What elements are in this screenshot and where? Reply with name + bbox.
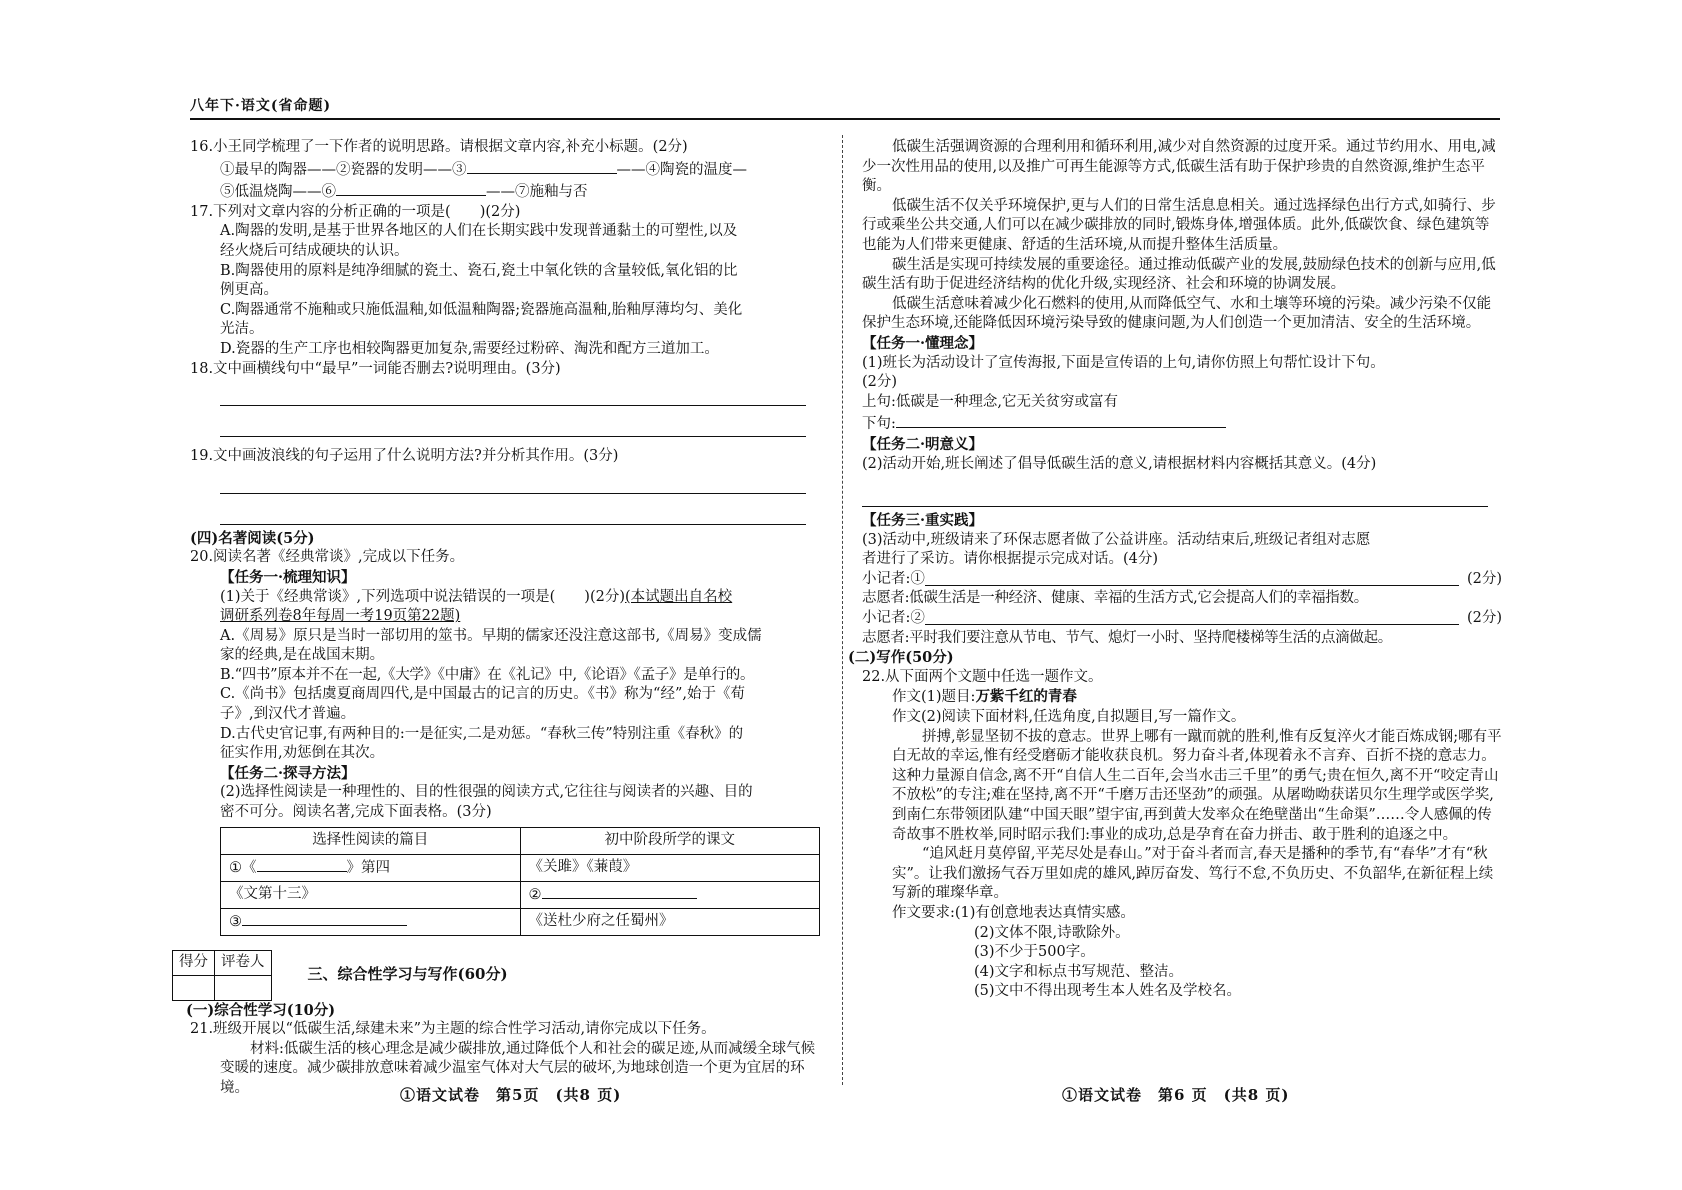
q16-blank-3[interactable]	[467, 158, 617, 174]
header-rule	[190, 118, 1500, 120]
q21-task3-title: 【任务三·重实践】	[862, 512, 984, 530]
q21-task1-title: 【任务一·懂理念】	[862, 334, 984, 352]
q20-option-c1: C.《尚书》包括虞夏商周四代,是中国最古的记言的历史。《书》称为“经”,始于《荀	[220, 686, 745, 703]
score-row	[172, 950, 820, 1001]
right-column	[848, 138, 1502, 1002]
q20-task1-stem	[190, 588, 820, 608]
reporter2-points: (2分)	[1466, 610, 1502, 627]
grader-label: 评卷人	[215, 950, 272, 975]
q20-option-d1: D.古代史官记事,有两种目的:一是征实,二是劝惩。“春秋三传”特别注重《春秋》的	[220, 725, 744, 742]
q20-task1-stem-text: (1)关于《经典常谈》,下列选项中说法错误的一项是( )(2分)	[220, 588, 625, 605]
q20-task2-text-a: (2)选择性阅读是一种理性的、目的性很强的阅读方式,它往往与阅读者的兴趣、目的	[220, 784, 753, 801]
q16-line2-b: ——⑦施釉与否	[486, 184, 588, 201]
q17-option-c1: C.陶器通常不施釉或只施低温釉,如低温釉陶器;瓷器施高温釉,胎釉厚薄均匀、美化	[220, 301, 743, 318]
reading-table	[220, 827, 820, 936]
q17-option-a2: 经火烧后可结成硬块的认识。	[220, 242, 409, 259]
q17-option-b1: B.陶器使用的原料是纯净细腻的瓷土、瓷石,瓷土中氧化铁的含量较低,氧化铝的比	[220, 262, 738, 279]
score-cell[interactable]	[173, 975, 215, 1000]
reporter1-blank[interactable]	[925, 570, 1459, 586]
q20-option-a1: A.《周易》原只是当时一部切用的筮书。早期的儒家还没注意这部书,《周易》变成儒	[220, 627, 762, 644]
q21-task1-text-b: (2分)	[862, 374, 898, 391]
left-column	[179, 138, 820, 1099]
section4-title: (四)名著阅读(5分)	[190, 529, 315, 547]
q16-line1-a: ①最早的陶器——②瓷器的发明——③	[220, 161, 467, 178]
q20-option-c2: 子》,到汉代才普遍。	[220, 706, 356, 723]
q21-task3-text-b: 者进行了采访。请你根据提示完成对话。(4分)	[862, 551, 1159, 568]
down-label: 下句:	[862, 416, 896, 433]
q18-answer-line-1[interactable]	[220, 385, 806, 406]
table-cell-r2c2	[520, 881, 820, 908]
r3c1-prefix: ③	[229, 914, 242, 931]
q17-option-c2: 光洁。	[220, 321, 264, 338]
essay2-material-p2: “追风赶月莫停留,平芜尽处是春山。”对于奋斗者而言,春天是播种的季节,有“春华”才有“秋实”。让我们激扬气吞万里如虎的雄风,踔厉奋发、笃行不怠,不负历史、不负韶华,在新征程上续写新的璀璨华章。	[892, 846, 1494, 902]
dialogue-reporter-2	[862, 609, 1502, 629]
reporter1-label: 小记者:①	[862, 570, 925, 587]
q16-line1-b: ——④陶瓷的温度—	[616, 161, 747, 178]
table-row	[221, 854, 820, 881]
reporter2-label: 小记者:②	[862, 610, 925, 627]
sub1-title: (一)综合性学习(10分)	[186, 1001, 336, 1019]
q18-stem: 18.文中画横线句中“最早”一词能否删去?说明理由。(3分)	[190, 360, 561, 377]
req-4: (4)文字和标点书写规范、整洁。	[974, 963, 1184, 980]
dialogue-volunteer-1: 志愿者:低碳生活是一种经济、健康、幸福的生活方式,它会提高人们的幸福指数。	[862, 590, 1368, 607]
q20-task1-title: 【任务一·梳理知识】	[220, 568, 356, 586]
q21-stem: 21.班级开展以“低碳生活,绿建未来”为主题的综合性学习活动,请你完成以下任务。	[190, 1021, 716, 1038]
dialogue-volunteer-2: 志愿者:平时我们要注意从节电、节气、熄灯一小时、坚持爬楼梯等生活的点滴做起。	[862, 629, 1392, 646]
section3-title: 三、综合性学习与写作(60分)	[307, 965, 508, 984]
table-blank-2[interactable]	[542, 883, 697, 899]
essay2-material-p1: 拼搏,彰显坚韧不拔的意志。世界上哪有一蹴而就的胜利,惟有反复淬火才能百炼成钢;哪有平白无故的幸运,惟有经受磨砺才能收获良机。努力奋斗者,体现着永不言弃、百折不挠的意志力。这种力量源自信念,离不开“自信人生二百年,会当水击三千里”的勇气;贵在恒久,离不开“咬定青山不放松”的专注;难在坚持,离不开“千磨万击还坚劲”的顽强。从屠呦呦获诺贝尔生理学或医学奖,到南仁东带领团队建“中国天眼”望宇宙,再到黄大发率众在绝壁凿出“生命渠”……令人感佩的传奇故事不胜枚举,同时昭示我们:事业的成功,总是孕育在奋力拼击、敢于胜利的追逐之中。	[892, 728, 1502, 843]
table-header-1: 选择性阅读的篇目	[221, 827, 521, 854]
q19-stem: 19.文中画波浪线的句子运用了什么说明方法?并分析其作用。(3分)	[190, 448, 619, 465]
q16-line1	[190, 158, 820, 181]
page-header: 八年下·语文(省命题)	[190, 98, 332, 114]
q20-source-note-a: (本试题出自名校	[625, 588, 733, 605]
reporter2-blank[interactable]	[925, 609, 1459, 625]
req-5: (5)文中不得出现考生本人姓名及学校名。	[974, 983, 1242, 1000]
req-label: 作文要求:	[892, 904, 955, 921]
q21-task1-down	[862, 412, 1502, 435]
essay-requirements-label	[862, 904, 1502, 924]
q22-stem: 22.从下面两个文题中任选一题作文。	[862, 668, 1103, 685]
material-p1: 低碳生活强调资源的合理利用和循环利用,减少对自然资源的过度开采。通过节约用水、用电,减少一次性用品的使用,以及推广可再生能源等方式,低碳生活有助于保护珍贵的自然资源,维护生态平衡。	[862, 139, 1496, 195]
table-blank-1[interactable]	[257, 856, 347, 872]
r1c1-prefix: ①《	[229, 860, 257, 877]
q20-source-note-b: 调研系列卷8年每周一考19页第22题)	[220, 608, 461, 625]
q20-option-d2: 征实作用,劝惩倒在其次。	[220, 745, 385, 762]
down-answer-blank[interactable]	[896, 412, 1226, 428]
q21-task1-up: 上句:低碳是一种理念,它无关贫穷或富有	[862, 393, 1118, 410]
table-row	[221, 908, 820, 935]
material-p4: 低碳生活意味着减少化石燃料的使用,从而降低空气、水和土壤等环境的污染。减少污染不仅能保护生态环境,还能降低因环境污染导致的健康问题,为人们创造一个更加清洁、安全的生活环境。	[862, 295, 1492, 332]
q18-answer-line-2[interactable]	[220, 416, 806, 437]
q21-task2-title: 【任务二·明意义】	[862, 435, 984, 453]
q17-stem: 17.下列对文章内容的分析正确的一项是( )(2分)	[190, 203, 521, 220]
q16-stem: 16.小王同学梳理了一下作者的说明思路。请根据文章内容,补充小标题。(2分)	[190, 139, 688, 155]
q17-option-d1: D.瓷器的生产工序也相较陶器更加复杂,需要经过粉碎、淘洗和配方三道加工。	[220, 340, 719, 357]
req-1: (1)有创意地表达真情实感。	[954, 904, 1135, 921]
q19-answer-line-2[interactable]	[220, 504, 806, 525]
essay1-line	[862, 687, 1502, 708]
r1c1-suffix: 》第四	[346, 860, 390, 877]
q19-answer-line-1[interactable]	[220, 473, 806, 494]
q20-option-b1: B.“四书”原本并不在一起,《大学》《中庸》在《礼记》中,《论语》《孟子》是单行的。	[220, 666, 755, 683]
dialogue-reporter-1	[862, 570, 1502, 590]
score-box	[172, 950, 272, 1001]
column-divider	[842, 135, 843, 1085]
table-row	[221, 881, 820, 908]
q21-material: 材料:低碳生活的核心理念是减少碳排放,通过降低个人和社会的碳足迹,从而减缓全球气候变暖的速度。减少碳排放意味着减少温室气体对大气层的破坏,为地球创造一个更为宜居的环境。	[220, 1040, 816, 1096]
q16-line2-a: ⑤低温烧陶——⑥	[220, 184, 336, 201]
material-p3: 碳生活是实现可持续发展的重要途径。通过推动低碳产业的发展,鼓励绿色技术的创新与应用,低碳生活有助于促进经济结构的优化升级,实现经济、社会和环境的协调发展。	[862, 256, 1496, 293]
q21-task3-text-a: (3)活动中,班级请来了环保志愿者做了公益讲座。活动结束后,班级记者组对志愿	[862, 531, 1371, 548]
q20-stem: 20.阅读名著《经典常谈》,完成以下任务。	[190, 549, 465, 566]
table-cell-r3c1	[221, 908, 521, 935]
q21-task1-text-a: (1)班长为活动设计了宣传海报,下面是宣传语的上句,请你仿照上句帮忙设计下句。	[862, 354, 1385, 371]
table-header-2: 初中阶段所学的课文	[520, 827, 820, 854]
table-cell-r1c2: 《关雎》《蒹葭》	[520, 854, 820, 881]
q20-source-note-line	[190, 607, 820, 627]
essay1-label: 作文(1)题目:	[892, 689, 976, 706]
r2c2-prefix: ②	[528, 887, 542, 904]
task2-answer-line[interactable]	[862, 486, 1488, 507]
table-blank-3[interactable]	[242, 910, 407, 926]
material-p2: 低碳生活不仅关乎环境保护,更与人们的日常生活息息相关。通过选择绿色出行方式,如骑行、步行或乘坐公共交通,人们可以在减少碳排放的同时,锻炼身体,增强体质。此外,低碳饮食、绿色建筑等也能为人们带来更健康、舒适的生活环境,从而提升整体生活质量。	[862, 197, 1496, 253]
table-cell-r1c1	[221, 854, 521, 881]
essay2-line: 作文(2)阅读下面材料,任选角度,自拟题目,写一篇作文。	[892, 709, 1246, 726]
q20-option-a2: 家的经典,是在战国末期。	[220, 647, 385, 664]
q16-line2	[190, 180, 820, 203]
grader-cell[interactable]	[215, 975, 272, 1000]
q20-task2-text-b: 密不可分。阅读名著,完成下面表格。(3分)	[220, 804, 492, 821]
q16-blank-6[interactable]	[336, 180, 486, 196]
table-cell-r3c2: 《送杜少府之任蜀州》	[520, 908, 820, 935]
essay1-title: 万紫千红的青春	[975, 688, 1077, 706]
q20-task2-title: 【任务二·探寻方法】	[220, 764, 356, 782]
score-label: 得分	[173, 950, 215, 975]
sub2-title: (二)写作(50分)	[848, 649, 954, 667]
q21-task2-text: (2)活动开始,班长阐述了倡导低碳生活的意义,请根据材料内容概括其意义。(4分)	[862, 455, 1377, 472]
q17-option-a1: A.陶器的发明,是基于世界各地区的人们在长期实践中发现普通黏土的可塑性,以及	[220, 223, 738, 240]
reporter1-points: (2分)	[1466, 570, 1502, 587]
footer-left: ①语文试卷 第5页 (共8 页)	[400, 1086, 622, 1104]
footer-right: ①语文试卷 第6 页 (共8 页)	[1062, 1086, 1290, 1104]
q17-option-b2: 例更高。	[220, 282, 278, 299]
req-2: (2)文体不限,诗歌除外。	[974, 924, 1130, 941]
table-cell-r2c1: 《文第十三》	[221, 881, 521, 908]
req-3: (3)不少于500字。	[974, 944, 1095, 961]
table-header-row	[221, 827, 820, 854]
